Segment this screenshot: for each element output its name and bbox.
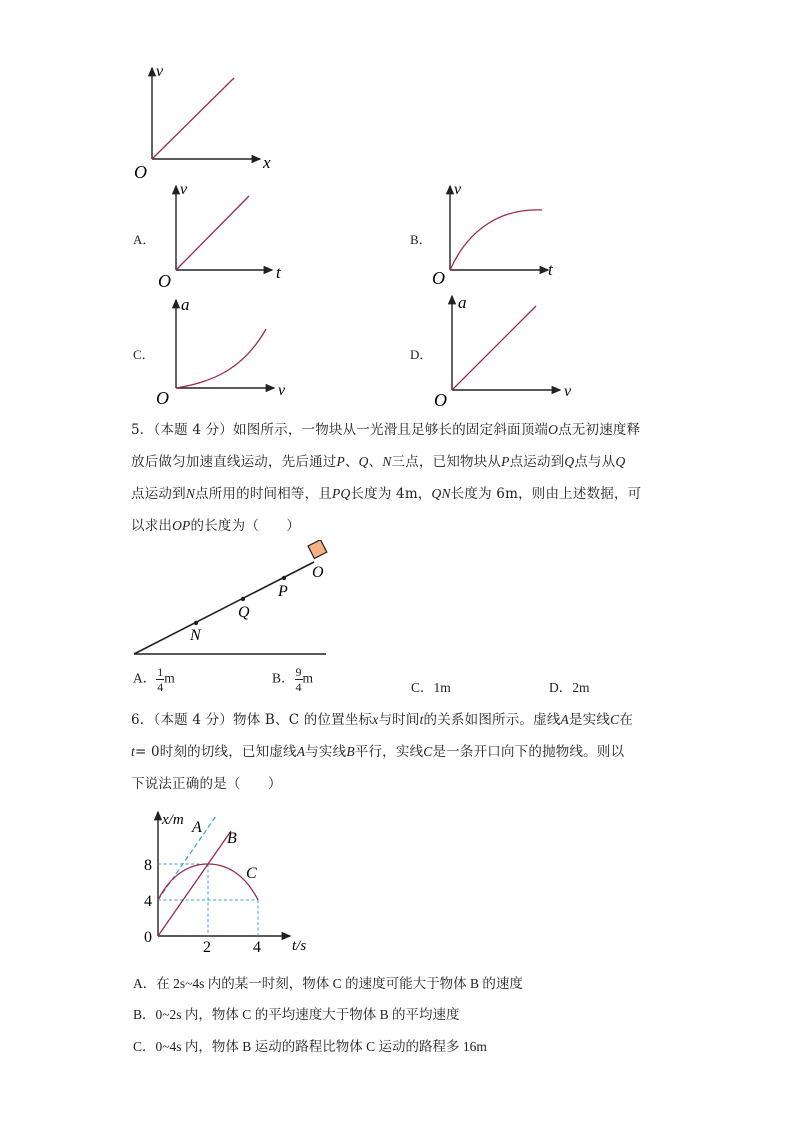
label-n: N [190,627,201,644]
q6-choice-c[interactable]: C．0~4s 内，物体 B 运动的路程比物体 C 运动的路程多 16m [133,1039,487,1054]
q5-line-4: 以求出OP的长度为（ ） [131,518,301,534]
xt-figure [140,808,320,954]
q4-option-b-label[interactable]: B． [410,232,432,247]
xt-ylabel: x/m [162,812,184,828]
xt-label-b: B [227,830,237,847]
graph-a-origin: O [158,271,171,290]
graph-b-t: t [548,260,553,279]
graph-b-curve [450,210,542,270]
label-o: O [312,564,324,581]
graph-c-curve [176,329,266,388]
graph-a [154,182,294,290]
graph-c-a: a [181,296,190,314]
xt-label-a: A [192,819,202,836]
q6-text [131,704,671,800]
axis-v-label: v [156,63,164,80]
q6-line-3: 下说法正确的是（ ） [131,776,282,792]
q4-option-a-label[interactable]: A． [133,232,156,247]
graph-d-origin: O [434,390,447,410]
graph-d-a: a [458,293,467,312]
point-p [282,576,286,580]
q5-option-a[interactable]: A． $\frac{1}{4}$ m [133,665,175,694]
xt-label-c: C [246,865,257,882]
xt-tick-8: 8 [144,857,152,874]
label-p: P [278,583,288,600]
graph-a-line [176,196,249,270]
graph-a-t: t [276,263,281,282]
origin-label: O [134,162,147,182]
graph-d [432,292,582,410]
point-q [241,597,245,601]
graph-d-line [452,306,536,390]
q5-line-3: 点运动到N点所用的时间相等，且PQ长度为 4m，QN长度为 6m，则由上述数据，可 [131,486,642,502]
graph-c-origin: O [156,388,169,408]
graph-b-v: v [454,182,462,198]
q6-line-1: 6．（本题 4 分）物体 B、C 的位置坐标x与时间t的关系如图所示。虚线A是实线C在 [131,712,634,728]
incline-figure [130,540,340,660]
q5-line-1: 5．（本题 4 分）如图所示，一物块从一光滑且足够长的固定斜面顶端O点无初速度释 [131,422,641,438]
q4-option-c-label[interactable]: C． [133,347,155,362]
xt-tick-t2: 2 [203,939,211,954]
main-vx-graph [130,62,290,184]
q5-text [131,414,671,542]
axis-x-label: x [263,153,271,172]
q5-b-fraction: $\frac{9}{4}$ [295,665,302,694]
vx-line [152,78,234,159]
q6-choice-b[interactable]: B．0~2s 内，物体 C 的平均速度大于物体 B 的平均速度 [133,1007,460,1022]
q5-option-c[interactable]: C．1m [411,680,451,695]
q5-option-b[interactable]: B． $\frac{9}{4}$ m [272,665,314,694]
graph-b [430,182,570,290]
block [308,540,327,558]
xt-tick-0: 0 [144,929,152,946]
graph-c-v: v [278,382,286,399]
xt-xlabel: t/s [292,938,307,954]
q5-line-2: 放后做匀加速直线运动，先后通过P、Q、N三点，已知物块从P点运动到Q点与从Q [131,454,626,470]
graph-d-v: v [564,383,572,400]
q5-a-fraction: $\frac{1}{4}$ [157,665,164,694]
q6-line-2: t= 0时刻的切线，已知虚线A与实线B平行，实线C是一条开口向下的抛物线。则以 [131,744,625,760]
label-q: Q [238,604,250,621]
xt-tick-4: 4 [144,893,152,910]
graph-c [154,296,294,408]
graph-a-v: v [180,182,188,198]
incline-line [134,562,314,654]
line-a-tangent [158,816,216,900]
xt-tick-t4: 4 [253,939,261,954]
point-n [194,621,198,625]
q6-choice-a[interactable]: A．在 2s~4s 内的某一时刻，物体 C 的速度可能大于物体 B 的速度 [133,976,523,991]
q5-option-d[interactable]: D．2m [549,680,590,695]
graph-b-origin: O [432,268,445,288]
q4-option-d-label[interactable]: D． [410,347,433,362]
